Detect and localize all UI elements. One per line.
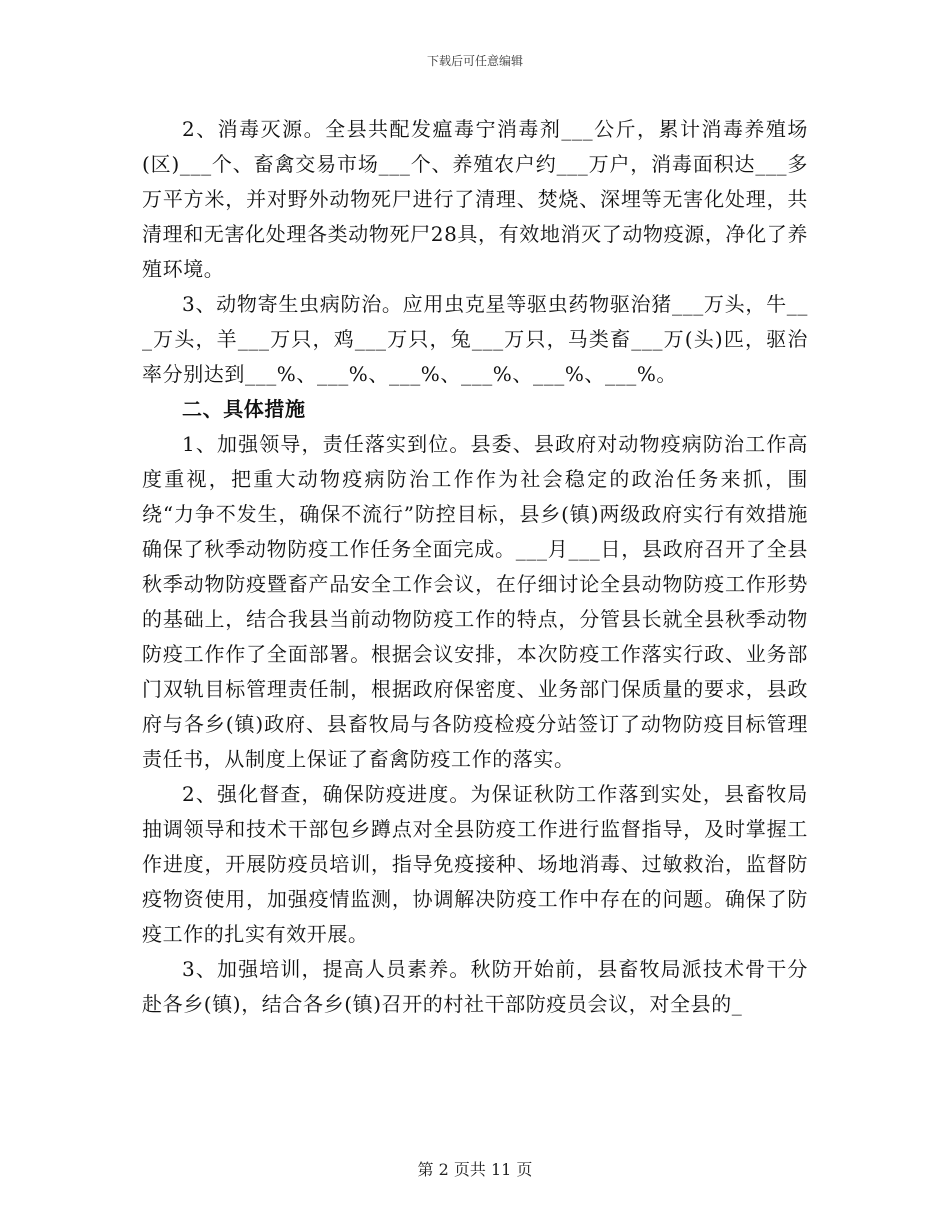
paragraph-disinfection: 2、消毒灭源。全县共配发瘟毒宁消毒剂___公斤，累计消毒养殖场(区)___个、畜禽交易市场___个、养殖农户约___万户，消毒面积达___多万平方米，并对野外动物死尸进行了清理、焚烧、深埋等无害化处理，共清理和无害化处理各类动物死尸28具，有效地消灭了动物疫源，净化了养殖环境。 [142, 117, 808, 281]
section-heading: 二、具体措施 [182, 397, 306, 421]
page-footer: 第 2 页共 11 页 [417, 1160, 533, 1179]
paragraph-supervision: 2、强化督查，确保防疫进度。为保证秋防工作落到实处，县畜牧局抽调领导和技术干部包乡蹲点对全县防疫工作进行监督指导，及时掌握工作进度，开展防疫员培训，指导免疫接种、场地消毒、过敏救治，监督防疫物资使用，加强疫情监测，协调解决防疫工作中存在的问题。确保了防疫工作的扎实有效开展。 [142, 782, 808, 946]
document-body [142, 112, 808, 1022]
page-header: 下载后可任意编辑 [426, 54, 523, 68]
paragraph-leadership: 1、加强领导，责任落实到位。县委、县政府对动物疫病防治工作高度重视，把重大动物疫病防治工作作为社会稳定的政治任务来抓，围绕“力争不发生，确保不流行”防控目标，县乡(镇)两级政府实行有效措施确保了秋季动物防疫工作任务全面完成。___月___日，县政府召开了全县秋季动物防疫暨畜产品安全工作会议，在仔细讨论全县动物防疫工作形势的基础上，结合我县当前动物防疫工作的特点，分管县长就全县秋季动物防疫工作作了全面部署。根据会议安排，本次防疫工作落实行政、业务部门双轨目标管理责任制，根据政府保密度、业务部门保质量的要求，县政府与各乡(镇)政府、县畜牧局与各防疫检疫分站签订了动物防疫目标管理责任书，从制度上保证了畜禽防疫工作的落实。 [142, 432, 808, 771]
paragraph-training: 3、加强培训，提高人员素养。秋防开始前，县畜牧局派技术骨干分赴各乡(镇)，结合各乡(镇)召开的村社干部防疫员会议，对全县的_ [142, 957, 808, 1016]
paragraph-parasite-control: 3、动物寄生虫病防治。应用虫克星等驱虫药物驱治猪___万头，牛___万头，羊___万只，鸡___万只，兔___万只，马类畜___万(头)匹，驱治率分别达到___%、___%、___%、___%、___%、___%。 [142, 292, 808, 386]
